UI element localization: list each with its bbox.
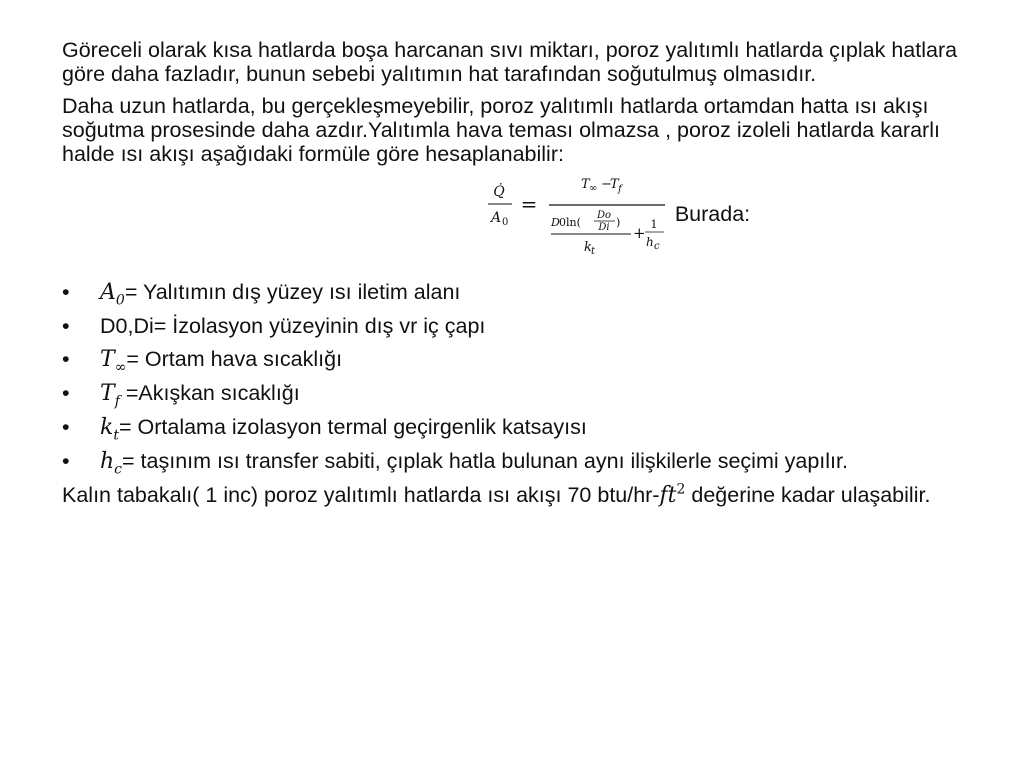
- formula-lhs-denominator-base: A: [490, 210, 501, 226]
- definition-item-t-f: [62, 381, 967, 410]
- symbol-kt: $k_t$: [100, 415, 119, 444]
- bullet-icon: •: [62, 415, 70, 439]
- definition-text: =Akışkan sıcaklığı: [119, 381, 300, 405]
- formula-rhs-minus: −: [600, 177, 612, 192]
- bullet-icon: •: [62, 449, 70, 473]
- bullet-icon: •: [62, 381, 70, 405]
- formula-lhs-numerator: Q̇: [493, 184, 505, 200]
- formula-rhs-t-f-sub: f: [617, 184, 622, 195]
- formula-rhs-t-inf: T: [580, 177, 590, 192]
- formula-one: 1: [650, 218, 658, 231]
- definition-text: D0,Di= İzolasyon yüzeyinin dış vr iç çapı: [100, 314, 486, 338]
- formula-kt-base: k: [583, 240, 592, 255]
- bullet-icon: •: [62, 314, 70, 338]
- unit-ft-squared: $ft^2$: [659, 481, 686, 508]
- symbol-t-f: $T_f$: [100, 381, 120, 410]
- formula-log-d: D: [550, 216, 560, 229]
- formula-rhs-t-f: T: [609, 177, 619, 192]
- formula-hc-base: h: [645, 235, 654, 249]
- paragraph-closing: Kalın tabakalı( 1 inc) poroz yalıtımlı hatlarda ısı akışı 70 btu/$hr-ft^2$ değerine kadar ulaşabilir.: [62, 481, 931, 508]
- formula-plus: +: [632, 224, 646, 242]
- bullet-icon: •: [62, 280, 70, 304]
- formula-log-0ln: 0ln(: [558, 216, 581, 229]
- bullet-icon: •: [62, 347, 70, 371]
- formula-kt-sub: t: [590, 246, 595, 257]
- formula-log-frac-den: Di: [598, 222, 610, 233]
- paragraph-long-lines: Daha uzun hatlarda, bu gerçekleşmeyebilir, poroz yalıtımlı hatlarda ortamdan hatta ısı akışı soğutma prosesinde daha azdır.Yalıtımla hava teması olmazsa , poroz izoleli hatlarda kararlı halde ısı akışı aşağıdaki formüle göre hesaplanabilir:: [62, 94, 940, 166]
- definition-text: = Ortalama izolasyon termal geçirgenlik katsayısı: [118, 415, 587, 439]
- definition-item-t-inf: [62, 347, 967, 376]
- definition-list: [62, 280, 967, 478]
- symbol-a0: $A_0$: [100, 280, 125, 309]
- formula-graphic: [485, 174, 671, 260]
- heat-flux-formula: [268, 174, 967, 260]
- symbol-t-inf: $T_\infty$: [100, 347, 127, 376]
- paragraph-intro: Göreceli olarak kısa hatlarda boşa harcanan sıvı miktarı, poroz yalıtımlı hatlarda çıplak hatlara göre daha fazladır, bunun sebebi yalıtımın hat tarafından soğutulmuş olmasıdır.: [62, 38, 958, 86]
- formula-lhs-denominator-sub: 0: [501, 217, 509, 228]
- formula-burada-label: Burada:: [674, 202, 751, 226]
- definition-item-a0: [62, 280, 967, 309]
- formula-hc-sub: c: [653, 241, 660, 252]
- formula-log-frac-num: Do: [596, 210, 611, 221]
- definition-text: = Ortam hava sıcaklığı: [126, 347, 343, 371]
- definition-item-diameters: [62, 314, 967, 338]
- definition-item-hc: [62, 449, 967, 478]
- formula-equals: =: [520, 192, 538, 216]
- definition-text: = Yalıtımın dış yüzey ısı iletim alanı: [124, 280, 461, 304]
- definition-text: = taşınım ısı transfer sabiti, çıplak hatla bulunan aynı ilişkilerle seçimi yapılır.: [122, 449, 848, 473]
- formula-log-close: ): [615, 216, 621, 229]
- formula-rhs-t-inf-sub: ∞: [588, 183, 598, 194]
- symbol-hc: $h_c$: [100, 449, 123, 478]
- slide-content: [62, 38, 967, 516]
- definition-item-kt: [62, 415, 967, 444]
- spacer: [62, 260, 967, 280]
